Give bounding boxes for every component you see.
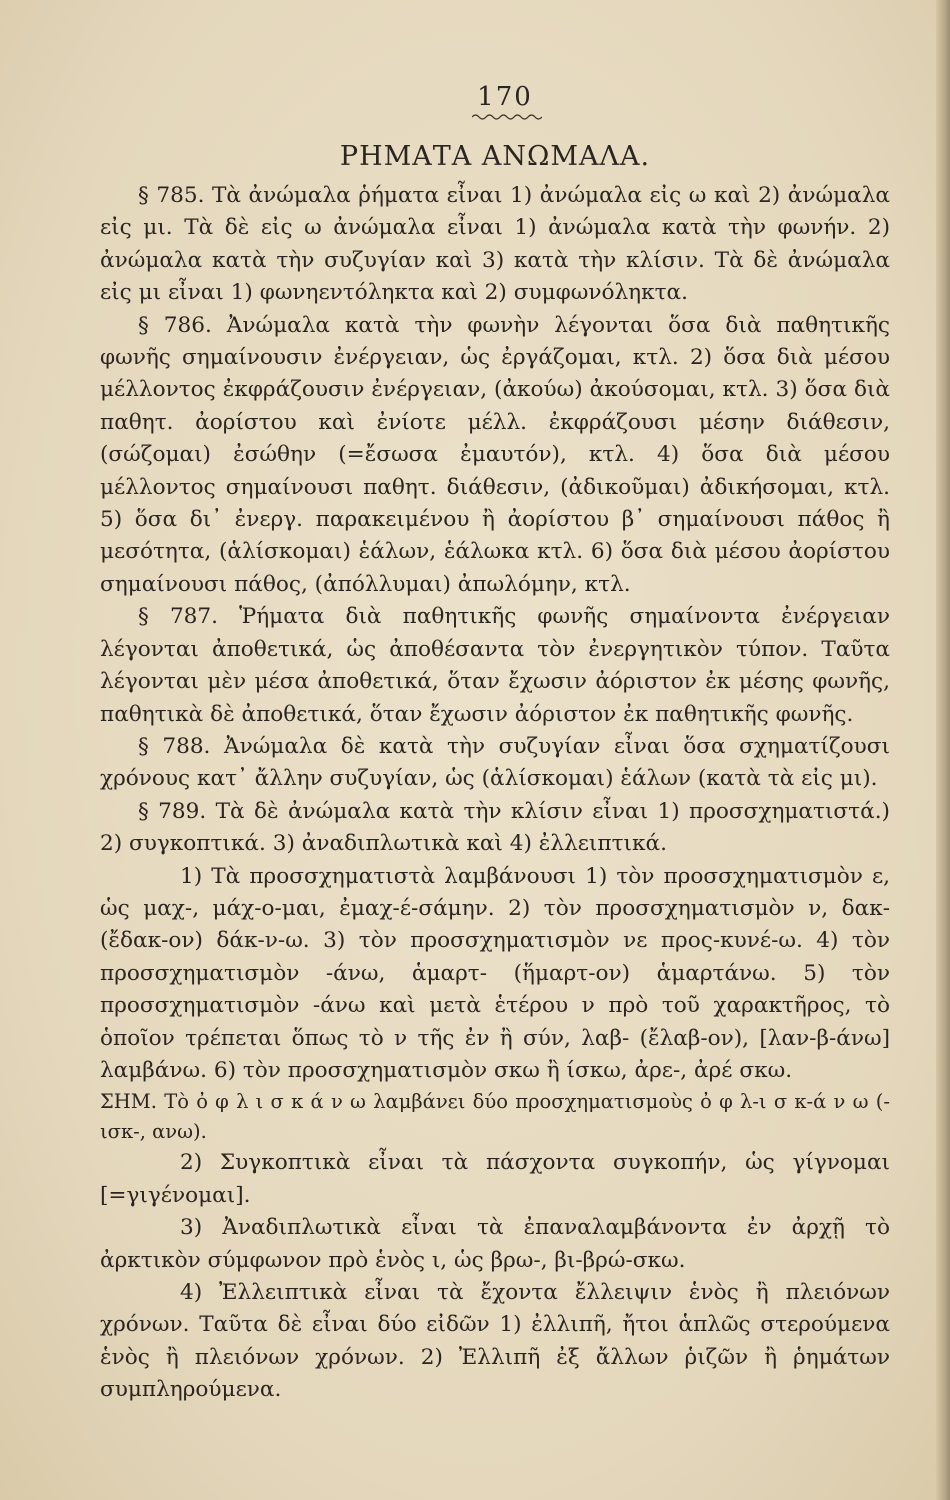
chapter-title: ΡΗΜΑΤΑ ΑΝΩΜΑΛΑ. — [339, 141, 651, 172]
note-paragraph: ΣΗΜ. Τὸ ὀ φ λ ι σ κ ά ν ω λαμβάνει δύο προσχηματισμοὺς ὀ φ λ-ι σ κ-ά ν ω (-ισκ-, ανω). — [100, 1090, 890, 1144]
paragraph-789: § 789. Τὰ δὲ ἀνώμαλα κατὰ τὴν κλίσιν εἶναι 1) προσσχηματιστά.) 2) συγκοπτικά. 3) ἀναδιπλωτικὰ καὶ 4) ἐλλειπτικά. — [100, 798, 890, 857]
paragraph-786: § 786. Ἀνώμαλα κατὰ τὴν φωνὴν λέγονται ὅσα διὰ παθητικῆς φωνῆς σημαίνουσιν ἐνέργειαν, ὡς ἐργάζομαι, κτλ. 2) ὅσα διὰ μέσου μέλλοντος ἐκφράζουσιν ἐνέργειαν, (ἀκούω) ἀκούσομαι, κτλ. 3) ὅσα διὰ παθητ. ἀορίστου καὶ ἐνίοτε μέλλ. ἐκφράζουσι μέσην διάθεσιν, (σώζομαι) ἐσώθην (=ἔσωσα ἐμαυτόν), κτλ. 4) ὅσα διὰ μέσου μέλλοντος σημαίνουσι παθητ. διάθεσιν, (ἀδικοῦμαι) ἀδικήσομαι, κτλ. 5) ὅσα δι᾽ ἐνεργ. παρακειμένου ἢ ἀορίστου β᾽ σημαίνουσι πάθος ἢ μεσότητα, (ἁλίσκομαι) ἑάλων, ἑάλωκα κτλ. 6) ὅσα διὰ μέσου ἀορίστου σημαίνουσι πάθος, (ἀπόλλυμαι) ἀπωλόμην, κτλ. — [100, 312, 890, 597]
paragraph-788: § 788. Ἀνώμαλα δὲ κατὰ τὴν συζυγίαν εἶναι ὅσα σχηματίζουσι χρόνους κατ᾽ ἄλλην συζυγίαν, ὡς (ἁλίσκομαι) ἑάλων (κατὰ τὰ εἰς μι). — [100, 733, 890, 792]
paragraph-789-item-3: 3) Ἀναδιπλωτικὰ εἶναι τὰ ἐπαναλαμβάνοντα ἐν ἀρχῇ τὸ ἀρκτικὸν σύμφωνον πρὸ ἑνὸς ι, ὡς βρω-, βι-βρώ-σκω. — [100, 1215, 890, 1273]
page-edge-shadow — [936, 0, 950, 1500]
paragraph-789-item-1: 1) Τὰ προσσχηματιστὰ λαμβάνουσι 1) τὸν προσσχηματισμὸν ε, ὡς μαχ-, μάχ-ο-μαι, ἐμαχ-έ-σάμην. 2) τὸν προσσχηματισμὸν ν, δακ- (ἔδακ-ον) δάκ-ν-ω. 3) τὸν προσσχηματισμὸν νε προς-κυνέ-ω. 4) τὸν προσσχηματισμὸν -άνω, ἁμαρτ- (ἥμαρτ-ον) ἁμαρτάνω. 5) τὸν προσσχηματισμὸν -άνω καὶ μετὰ ἑτέρου ν πρὸ τοῦ χαρακτῆρος, τὸ ὁποῖον τρέπεται ὅπως τὸ ν τῆς ἐν ἢ σύν, λαβ- (ἔλαβ-ον), [λαν-β-άνω] λαμβάνω. 6) τὸν προσσχηματισμὸν σκω ἢ ίσκω, ἀρε-, ἀρέ σκω. — [100, 863, 890, 1083]
page-number: 170 — [477, 82, 533, 112]
paragraph-789-item-4: 4) Ἐλλειπτικὰ εἶναι τὰ ἔχοντα ἔλλειψιν ἑνὸς ἢ πλειόνων χρόνων. Ταῦτα δὲ εἶναι δύο εἰδῶν 1) ἐλλιπῆ, ἤτοι ἁπλῶς στερούμενα ἑνὸς ἢ πλειόνων χρόνων. 2) Ἐλλιπῆ ἐξ ἄλλων ῥιζῶν ἢ ῥημάτων συμπληρούμενα. — [100, 1280, 890, 1403]
paragraph-787: § 787. Ῥήματα διὰ παθητικῆς φωνῆς σημαίνοντα ἐνέργειαν λέγονται ἀποθετικά, ὡς ἀποθέσαντα τὸν ἐνεργητικὸν τύπον. Ταῦτα λέγονται μὲν μέσα ἀποθετικά, ὅταν ἔχωσιν ἀόριστον ἐκ μέσης φωνῆς, παθητικὰ δὲ ἀποθετικά, ὅταν ἔχωσιν ἀόριστον ἐκ παθητικῆς φωνῆς. — [100, 604, 890, 727]
body-text — [100, 180, 890, 1407]
paragraph-789-item-2: 2) Συγκοπτικὰ εἶναι τὰ πάσχοντα συγκοπήν, ὡς γίγνομαι [=γιγένομαι]. — [100, 1150, 890, 1208]
book-page — [100, 82, 890, 1407]
wavy-rule-ornament — [472, 112, 542, 122]
paragraph-785: § 785. Τὰ ἀνώμαλα ῥήματα εἶναι 1) ἀνώμαλα εἰς ω καὶ 2) ἀνώμαλα εἰς μι. Τὰ δὲ εἰς ω ἀνώμαλα εἶναι 1) ἀνώμαλα κατὰ τὴν φωνήν. 2) ἀνώμαλα κατὰ τὴν συζυγίαν καὶ 3) κατὰ τὴν κλίσιν. Τὰ δὲ ἀνώμαλα εἰς μι εἶναι 1) φωνηεντόληκτα καὶ 2) συμφωνόληκτα. — [100, 183, 890, 306]
